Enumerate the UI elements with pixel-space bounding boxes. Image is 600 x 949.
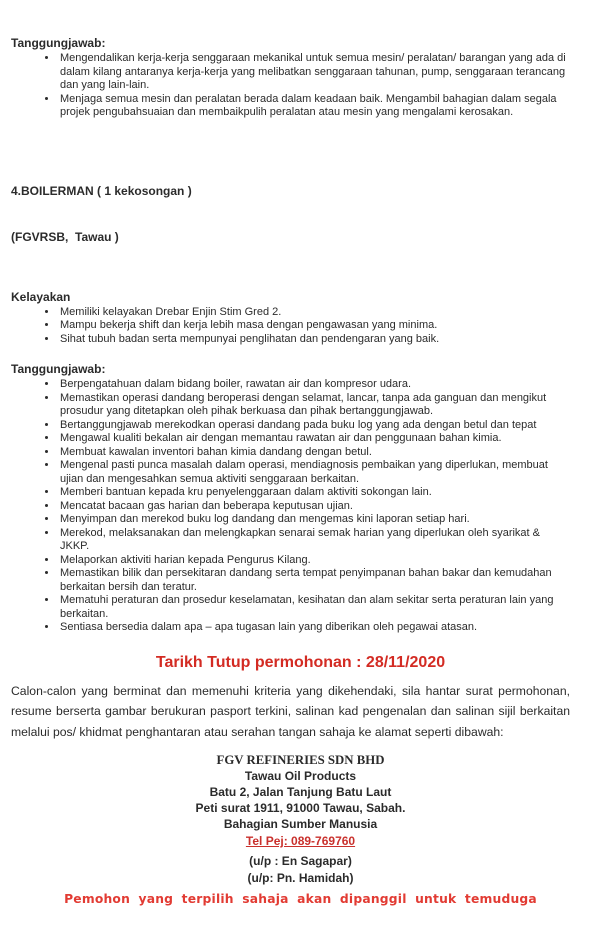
- job-title-line2: (FGVRSB, Tawau ): [11, 230, 119, 244]
- attention-line: (u/p: Pn. Hamidah): [247, 870, 354, 885]
- list-item: • Memastikan operasi dandang beroperasi dengan selamat, lancar, tanpa ada ganguan dan mengikut prosudur yang ditetapkan oleh pihak berkuasa dan pihak bertanggungjawab.: [58, 392, 570, 419]
- phone-line: [31, 833, 570, 849]
- list-item: • Mampu bekerja shift dan kerja lebih masa dengan pengawasan yang minima.: [58, 319, 570, 333]
- responsibilities-heading: Tanggungjawab:: [11, 36, 106, 50]
- qualifications-list: [11, 306, 570, 347]
- office-phone-link[interactable]: Tel Pej: 089-769760: [245, 834, 356, 848]
- job-title-block: [11, 153, 570, 277]
- attention-line: (u/p : En Sagapar): [249, 854, 352, 868]
- section-qualifications: [11, 290, 570, 347]
- list-item: • Mengenal pasti punca masalah dalam operasi, mendiagnosis pembaikan yang diperlukan, membuat ujian dan mengesahkan semua aktiviti senggaraan berkaitan.: [58, 459, 570, 486]
- list-item: • Memiliki kelayakan Drebar Enjin Stim Gred 2.: [58, 306, 570, 320]
- responsibilities-list: [11, 52, 570, 120]
- responsibilities-list: [11, 378, 570, 635]
- job-title-line1: 4.BOILERMAN ( 1 kekosongan ): [11, 183, 192, 198]
- list-item: • Mengendalikan kerja-kerja senggaraan mekanikal untuk semua mesin/ peralatan/ barangan yang ada di dalam kilang antaranya kerja-kerja yang melibatkan senggaraan tahunan, pump, senggaraan terancang dan yang lain-lain.: [58, 52, 570, 93]
- list-item: • Memberi bantuan kepada kru penyelenggaraan dalam aktiviti sokongan lain.: [58, 486, 570, 500]
- responsibilities-heading: Tanggungjawab:: [11, 362, 106, 376]
- list-item: • Sihat tubuh badan serta mempunyai penglihatan dan pendengaran yang baik.: [58, 333, 570, 347]
- list-item: • Mematuhi peraturan dan prosedur keselamatan, kesihatan dan alam sekitar serta peraturan lain yang berkaitan.: [58, 594, 570, 621]
- list-item: • Membuat kawalan inventori bahan kimia dandang dengan betul.: [58, 446, 570, 460]
- section-boiler-responsibilities: [11, 362, 570, 635]
- address-line: Peti surat 1911, 91000 Tawau, Sabah.: [195, 801, 406, 815]
- closing-date-heading: Tarikh Tutup permohonan : 28/11/2020: [155, 653, 446, 671]
- qualifications-heading: Kelayakan: [11, 289, 71, 304]
- attention-lines: [31, 853, 570, 886]
- list-item: • Memastikan bilik dan persekitaran dandang serta tempat penyimpanan bahan bakar dan kemudahan berkaitan bersih dan teratur.: [58, 567, 570, 594]
- address-line: Bahagian Sumber Manusia: [223, 817, 378, 831]
- application-instructions: Calon-calon yang berminat dan memenuhi kriteria yang dikehendaki, sila hantar surat permohonan, resume berserta gambar berukuran pasport terkini, salinan kad pengenalan dan salinan sijil berkaitan melalui pos/ khidmat penghantaran atau serahan tangan sahaja ke alamat seperti dibawah:: [11, 683, 570, 739]
- list-item: • Mencatat bacaan gas harian dan beberapa keputusan ujian.: [58, 500, 570, 514]
- section-mechanical-responsibilities: [11, 36, 570, 120]
- list-item: • Sentiasa bersedia dalam apa – apa tugasan lain yang diberikan oleh pegawai atasan.: [58, 621, 570, 635]
- company-name: FGV REFINERIES SDN BHD: [216, 753, 385, 767]
- address-line: Batu 2, Jalan Tanjung Batu Laut: [209, 785, 392, 799]
- address-line: Tawau Oil Products: [244, 769, 357, 783]
- list-item: • Menyimpan dan merekod buku log dandang dan mengemas kini laporan setiap hari.: [58, 513, 570, 527]
- list-item: • Mengawal kualiti bekalan air dengan memantau rawatan air dan penggunaan bahan kimia.: [58, 432, 570, 446]
- list-item: • Melaporkan aktiviti harian kepada Pengurus Kilang.: [58, 554, 570, 568]
- list-item: • Berpengatahuan dalam bidang boiler, rawatan air dan kompresor udara.: [58, 378, 570, 392]
- mailing-address-block: [31, 752, 570, 886]
- list-item: • Merekod, melaksanakan dan melengkapkan senarai semak harian yang diperlukan oleh syarikat & JKKP.: [58, 527, 570, 554]
- shortlist-note: Pemohon yang terpilih sahaja akan dipanggil untuk temuduga: [64, 892, 537, 906]
- list-item: • Bertanggungjawab merekodkan operasi dandang pada buku log yang ada dengan betul dan tepat: [58, 419, 570, 433]
- list-item: • Menjaga semua mesin dan peralatan berada dalam keadaan baik. Mengambil bahagian dalam segala projek pengubahsuaian dan membaikpulih peralatan atau mesin yang mengalami kerosakan.: [58, 93, 570, 120]
